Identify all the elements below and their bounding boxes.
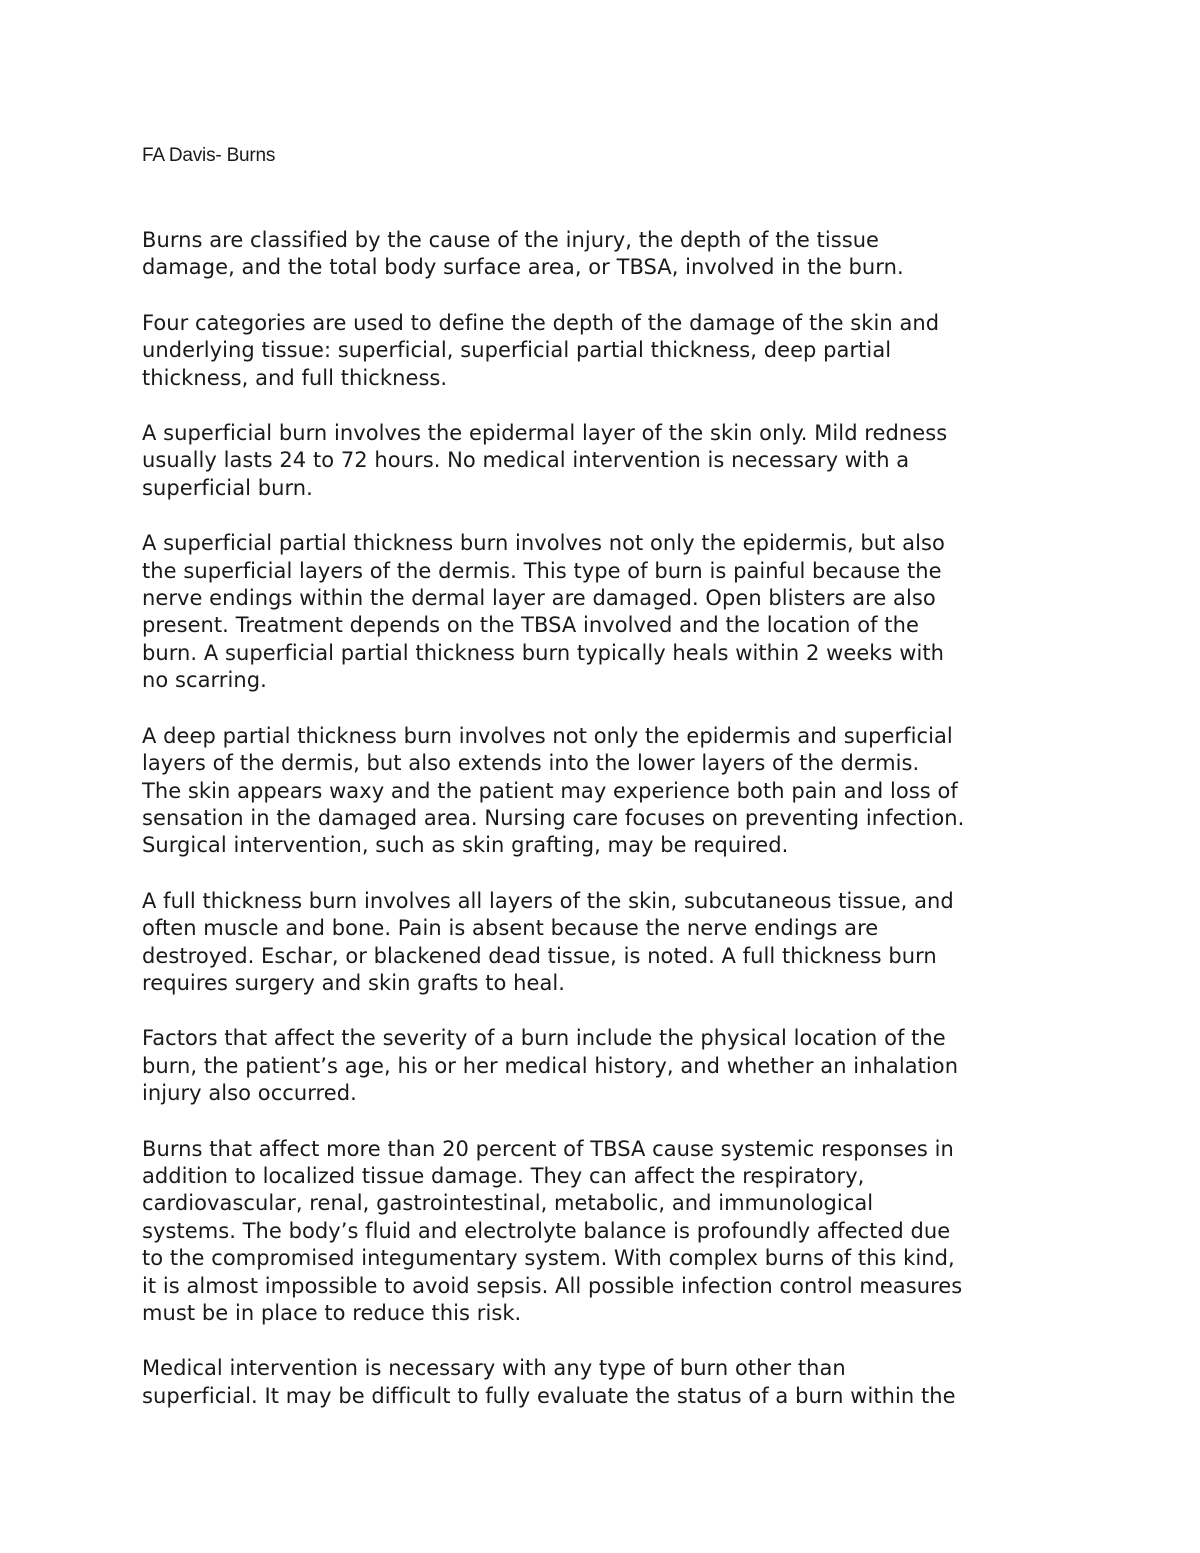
text-line: superficial. It may be difficult to fully evaluate the status of a burn within the	[142, 1383, 956, 1408]
text-line: must be in place to reduce this risk.	[142, 1301, 522, 1325]
text-line: A full thickness burn involves all layers of the skin, subcutaneous tissue, and	[142, 888, 954, 913]
text-line: A deep partial thickness burn involves not only the epidermis and superficial	[142, 723, 953, 748]
document-title: FA Davis- Burns	[142, 145, 276, 166]
text-line: Surgical intervention, such as skin grafting, may be required.	[142, 833, 789, 858]
paragraph	[142, 310, 1072, 392]
text-line: the superficial layers of the dermis. This type of burn is painful because the	[142, 558, 942, 583]
text-line: The skin appears waxy and the patient may experience both pain and loss of	[142, 778, 958, 803]
text-line: burn. A superficial partial thickness burn typically heals within 2 weeks with	[142, 640, 944, 665]
paragraph	[142, 1136, 1072, 1328]
text-line: A superficial burn involves the epidermal layer of the skin only. Mild redness	[142, 421, 948, 446]
text-line: addition to localized tissue damage. They can affect the respiratory,	[142, 1163, 865, 1188]
text-line: requires surgery and skin grafts to heal.	[142, 970, 566, 995]
text-line: cardiovascular, renal, gastrointestinal, metabolic, and immunological	[142, 1191, 874, 1216]
text-line: nerve endings within the dermal layer are damaged. Open blisters are also	[142, 586, 936, 611]
text-line: superficial burn.	[142, 475, 313, 500]
text-line: Factors that affect the severity of a burn include the physical location of the	[142, 1026, 946, 1051]
paragraph	[142, 888, 1072, 998]
text-line: destroyed. Eschar, or blackened dead tissue, is noted. A full thickness burn	[142, 943, 937, 968]
paragraph	[142, 227, 1072, 282]
text-line: A superficial partial thickness burn involves not only the epidermis, but also	[142, 531, 945, 556]
text-line: it is almost impossible to avoid sepsis. All possible infection control measures	[142, 1273, 963, 1298]
text-line: layers of the dermis, but also extends into the lower layers of the dermis.	[142, 751, 920, 776]
text-line: often muscle and bone. Pain is absent because the nerve endings are	[142, 916, 879, 941]
text-line: Medical intervention is necessary with any type of burn other than	[142, 1356, 846, 1381]
text-line: Four categories are used to define the depth of the damage of the skin and	[142, 310, 940, 335]
text-line: systems. The body’s fluid and electrolyte balance is profoundly affected due	[142, 1218, 951, 1243]
text-line: Burns that affect more than 20 percent of TBSA cause systemic responses in	[142, 1136, 954, 1161]
text-line: burn, the patient’s age, his or her medical history, and whether an inhalation	[142, 1053, 959, 1078]
paragraph	[142, 723, 1072, 860]
text-line: sensation in the damaged area. Nursing care focuses on preventing infection.	[142, 805, 965, 830]
text-line: injury also occurred.	[142, 1081, 357, 1106]
paragraph	[142, 530, 1072, 694]
text-line: thickness, and full thickness.	[142, 365, 448, 390]
paragraph	[142, 1355, 1072, 1410]
text-line: present. Treatment depends on the TBSA involved and the location of the	[142, 613, 919, 638]
document-body	[142, 227, 1072, 1438]
text-line: usually lasts 24 to 72 hours. No medical intervention is necessary with a	[142, 448, 910, 473]
paragraph	[142, 420, 1072, 502]
text-line: Burns are classified by the cause of the injury, the depth of the tissue	[142, 228, 880, 252]
text-line: to the compromised integumentary system. With complex burns of this kind,	[142, 1246, 955, 1271]
text-line: no scarring.	[142, 668, 267, 693]
text-line: underlying tissue: superficial, superficial partial thickness, deep partial	[142, 338, 892, 363]
paragraph	[142, 1025, 1072, 1107]
text-line: damage, and the total body surface area, or TBSA, involved in the burn.	[142, 255, 904, 280]
